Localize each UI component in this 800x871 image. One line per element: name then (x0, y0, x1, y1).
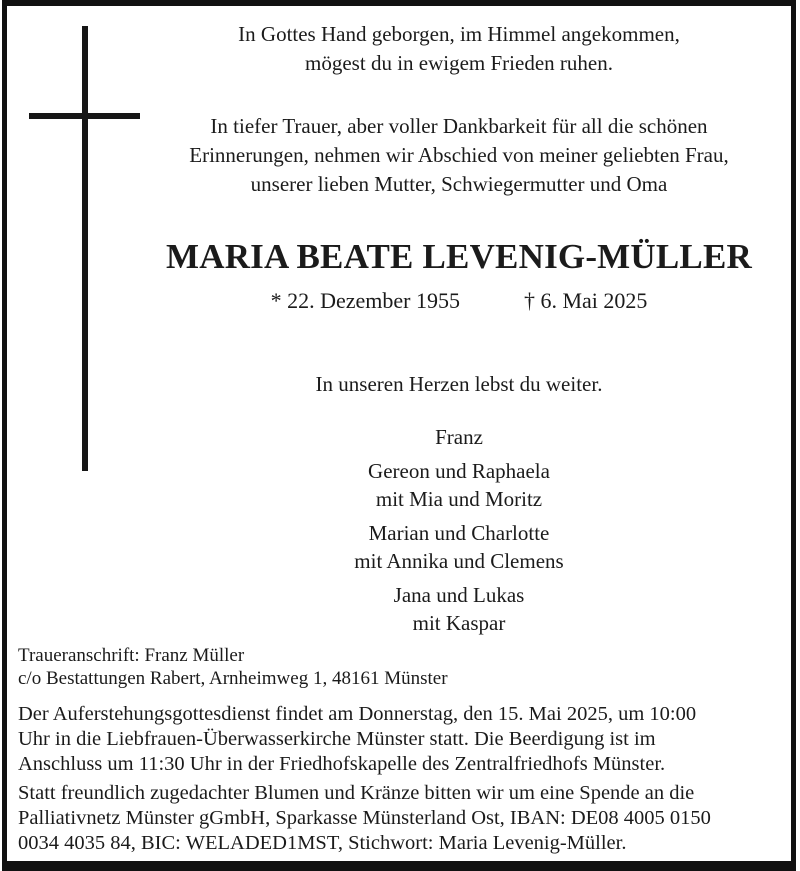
mourner-group (127, 581, 791, 637)
epitaph-line: mögest du in ewigem Frieden ruhen. (305, 51, 613, 75)
epitaph-line: In Gottes Hand geborgen, im Himmel angekommen, (238, 22, 680, 46)
cross-vertical-bar (82, 26, 88, 471)
donation-line: 0034 4035 84, BIC: WELADED1MST, Stichwort: Maria Levenig-Müller. (18, 832, 627, 854)
mourner-group (127, 457, 791, 513)
motto: In unseren Herzen lebst du weiter. (315, 372, 603, 396)
service-line: Uhr in die Liebfrauen-Überwasserkirche Münster statt. Die Beerdigung ist im (18, 728, 656, 750)
mourner-group (127, 423, 791, 451)
mourner-children: mit Annika und Clemens (354, 549, 564, 573)
mourner-group (127, 519, 791, 575)
service-line: Der Auferstehungsgottesdienst findet am Donnerstag, den 15. Mai 2025, um 10:00 (18, 703, 697, 725)
intro-line: Erinnerungen, nehmen wir Abschied von meiner geliebten Frau, (189, 143, 729, 167)
epitaph (127, 20, 791, 78)
mourner-name: Gereon und Raphaela (368, 459, 550, 483)
mourner-name: Franz (435, 425, 483, 449)
service-line: Anschluss um 11:30 Uhr in der Friedhofskapelle des Zentralfriedhofs Münster. (18, 753, 666, 775)
death-date: † 6. Mai 2025 (523, 288, 648, 313)
service-details (18, 702, 777, 777)
donation-line: Palliativnetz Münster gGmbH, Sparkasse Münsterland Ost, IBAN: DE08 4005 0150 (18, 807, 711, 829)
intro-line: unserer lieben Mutter, Schwiegermutter und Oma (250, 172, 668, 196)
donation-line: Statt freundlich zugedachter Blumen und Kränze bitten wir um eine Spende an die (18, 782, 695, 804)
mourners-list (127, 423, 791, 637)
cross-horizontal-bar (29, 113, 140, 119)
birth-date: * 22. Dezember 1955 (270, 288, 460, 313)
intro-text (127, 112, 791, 199)
mourning-address-line: Traueranschrift: Franz Müller (18, 645, 245, 666)
intro-line: In tiefer Trauer, aber voller Dankbarkeit für all die schönen (210, 114, 708, 138)
left-aligned-text-column (7, 644, 791, 856)
life-dates (127, 287, 791, 315)
obituary-notice (2, 0, 796, 871)
mourner-children: mit Mia und Moritz (375, 487, 543, 511)
mourner-children: mit Kaspar (412, 611, 506, 635)
mourning-address-line: c/o Bestattungen Rabert, Arnheimweg 1, 48161 Münster (18, 668, 448, 689)
donation-details (18, 781, 777, 856)
mourner-name: Jana und Lukas (393, 583, 525, 607)
deceased-name: MARIA BEATE LEVENIG-MÜLLER (165, 237, 752, 276)
latin-cross-icon (7, 6, 157, 486)
mourner-name: Marian und Charlotte (368, 521, 550, 545)
mourning-address (18, 644, 777, 690)
